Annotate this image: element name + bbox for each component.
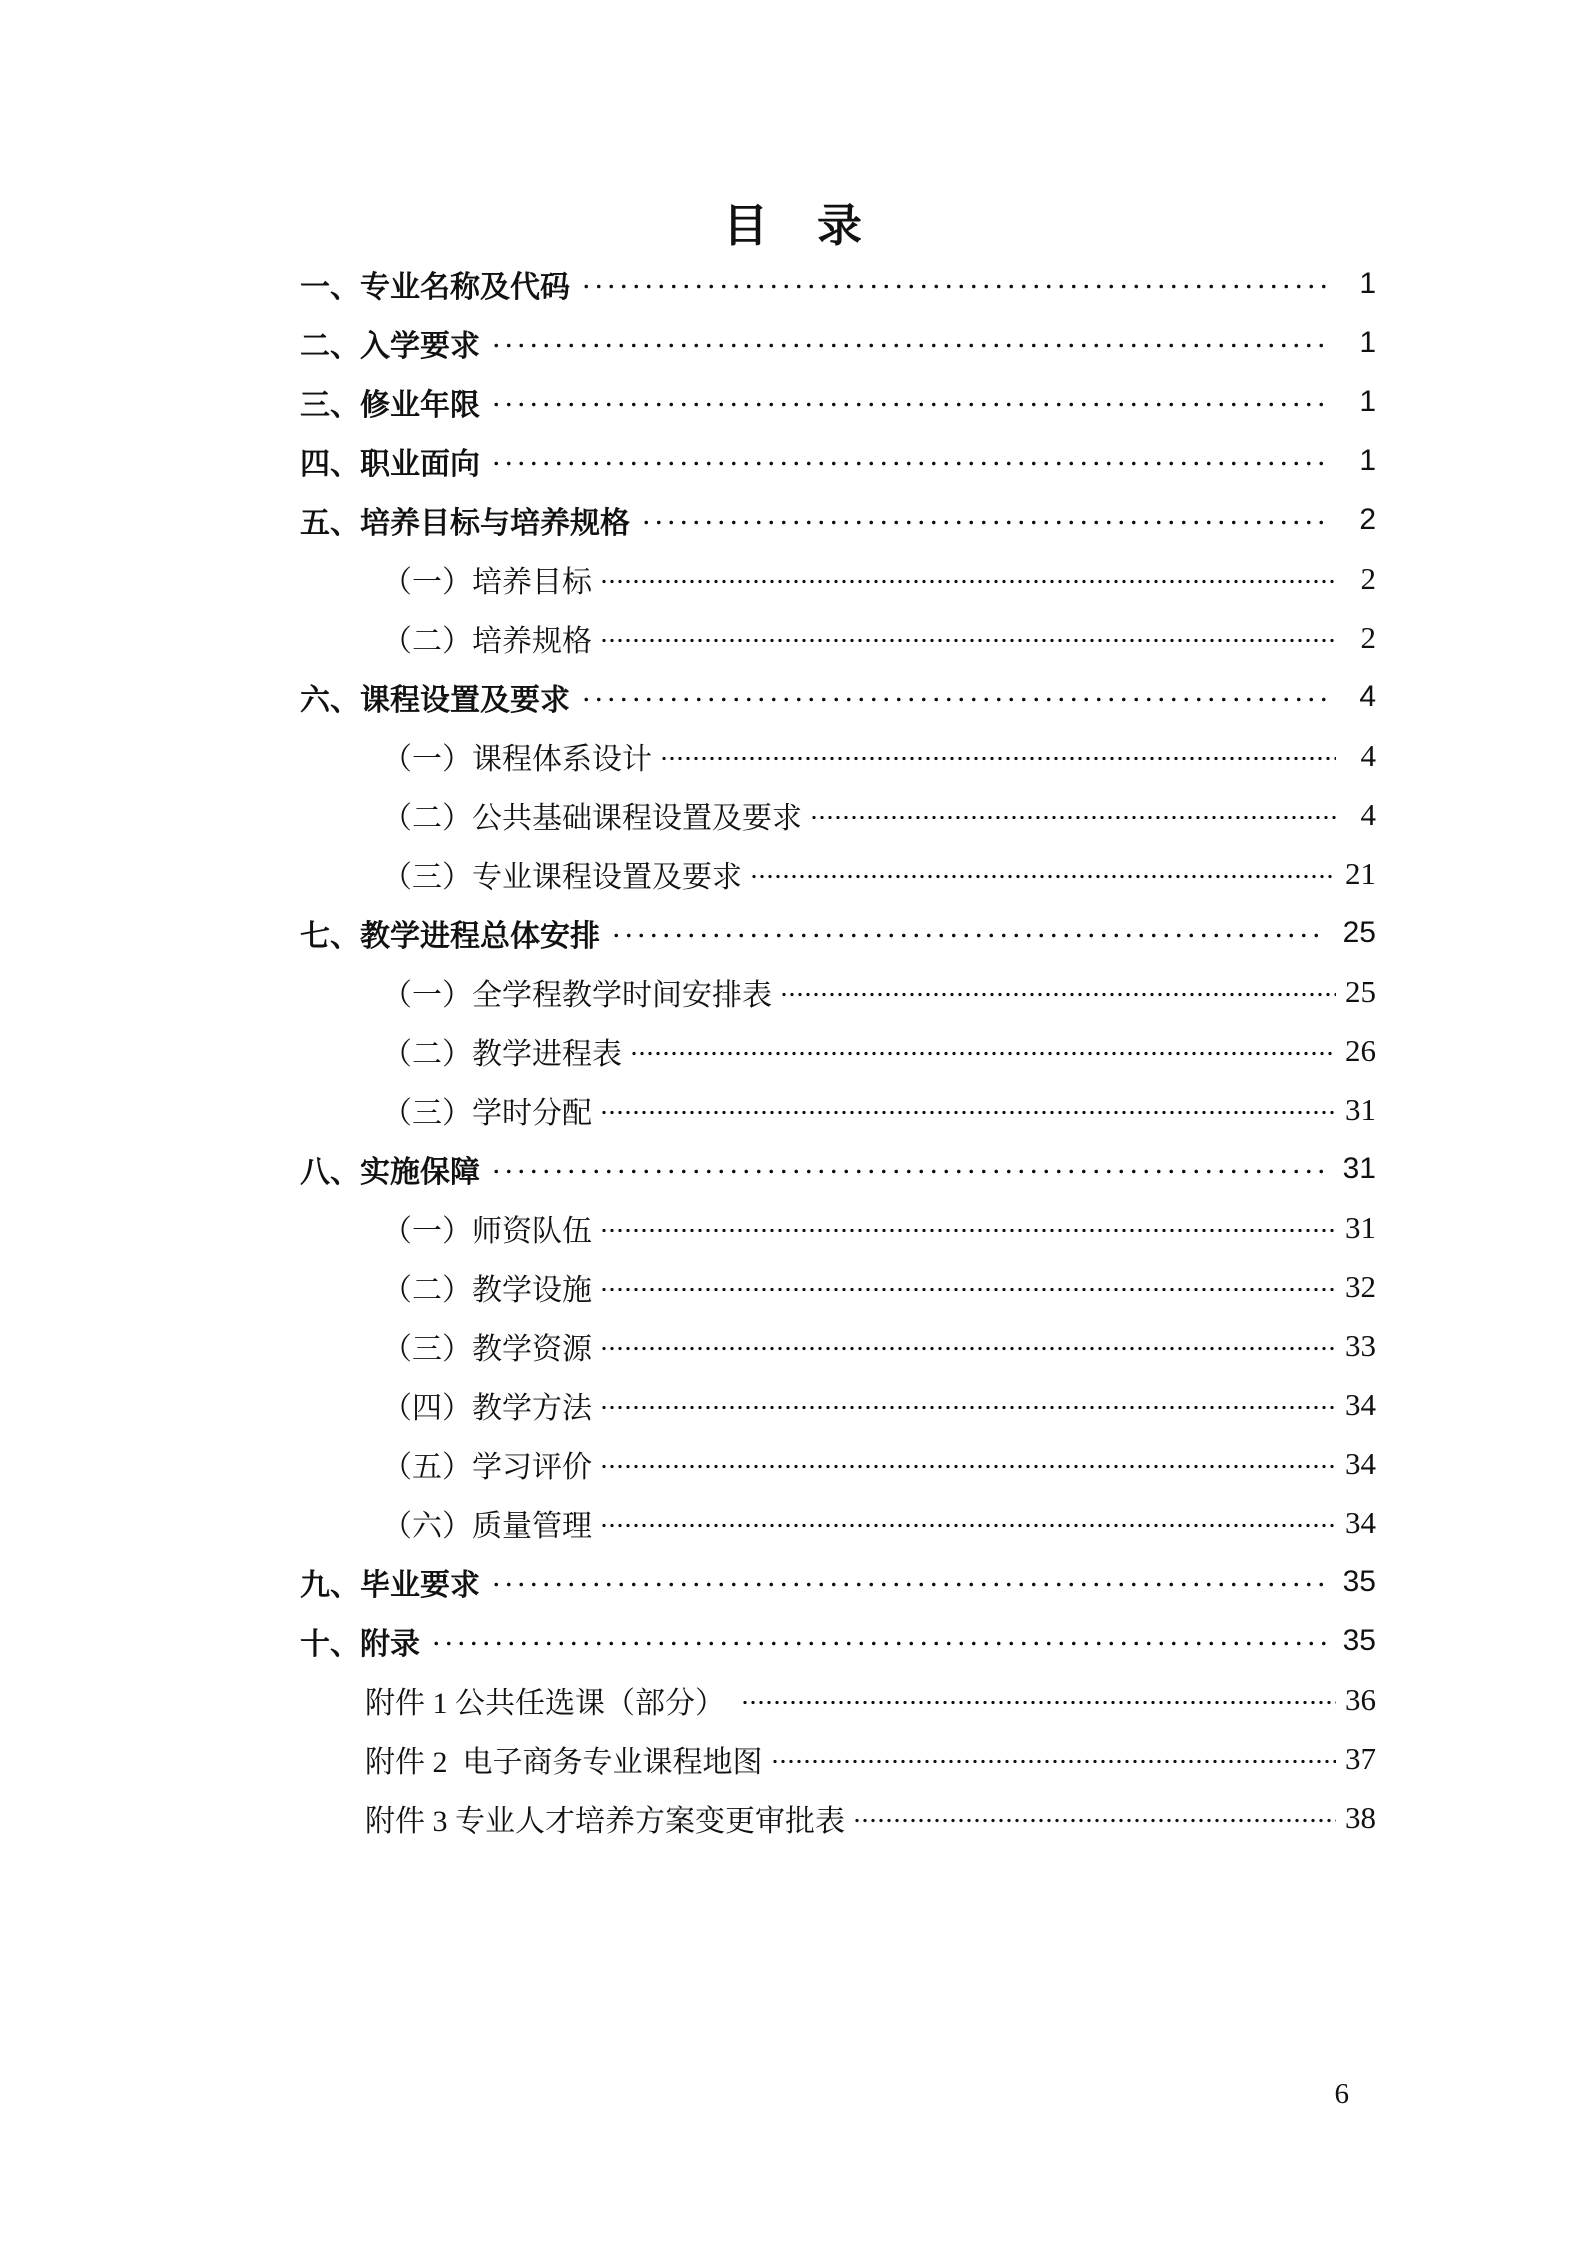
toc-entry-page: 26: [1345, 1032, 1376, 1068]
toc-entry[interactable]: [300, 962, 1376, 1021]
toc-entry[interactable]: [300, 431, 1376, 490]
toc-entry[interactable]: [300, 608, 1376, 667]
toc-entry-label: 附件 2 电子商务专业课程地图: [365, 1745, 763, 1779]
toc-entry[interactable]: [300, 785, 1376, 844]
toc-entry-label: （二）培养规格: [382, 624, 592, 658]
toc-entry-label: （三）专业课程设置及要求: [382, 860, 742, 894]
toc-leader-dots: [853, 1788, 1336, 1847]
toc-entry[interactable]: [300, 1788, 1376, 1847]
toc-entry[interactable]: [300, 844, 1376, 903]
toc-entry-page: 31: [1345, 1209, 1376, 1245]
toc-leader-dots: [580, 667, 1326, 726]
toc-entry-label: 四、职业面向: [300, 447, 480, 481]
toc-entry-label: 八、实施保障: [300, 1155, 480, 1189]
toc-entry-label: （一）全学程教学时间安排表: [382, 978, 772, 1012]
toc-entry-page: 38: [1345, 1799, 1376, 1835]
toc-entry-page: 1: [1359, 384, 1376, 418]
toc-entry[interactable]: [300, 372, 1376, 431]
toc-leader-dots: [600, 1198, 1336, 1257]
toc-entry-label: （三）教学资源: [382, 1332, 592, 1366]
toc-leader-dots: [580, 254, 1326, 313]
toc-leader-dots: [741, 1670, 1337, 1729]
toc-entry-label: 一、专业名称及代码: [300, 270, 570, 304]
toc-entry-page: 4: [1360, 796, 1376, 832]
toc-entry[interactable]: [300, 313, 1376, 372]
toc-entry[interactable]: [300, 1375, 1376, 1434]
toc-leader-dots: [600, 608, 1336, 667]
toc-entry[interactable]: [300, 726, 1376, 785]
toc-leader-dots: [490, 1139, 1326, 1198]
toc-leader-dots: [600, 1375, 1336, 1434]
toc-leader-dots: [490, 1552, 1326, 1611]
toc-entry[interactable]: [300, 1729, 1376, 1788]
toc-entry[interactable]: [300, 903, 1376, 962]
toc-entry-label: （一）师资队伍: [382, 1214, 592, 1248]
toc-entry[interactable]: [300, 1493, 1376, 1552]
toc-entry-label: 附件 3 专业人才培养方案变更审批表: [365, 1804, 845, 1838]
toc-entry[interactable]: [300, 1552, 1376, 1611]
toc-leader-dots: [490, 372, 1326, 431]
toc-leader-dots: [490, 313, 1326, 372]
toc-entry[interactable]: [300, 1257, 1376, 1316]
toc-entry-page: 25: [1345, 973, 1376, 1009]
toc-entry[interactable]: [300, 490, 1376, 549]
toc-leader-dots: [600, 1316, 1336, 1375]
toc-entry[interactable]: [300, 1670, 1376, 1729]
toc-entry-label: （二）教学进程表: [382, 1037, 622, 1071]
toc-leader-dots: [660, 726, 1336, 785]
toc-entry-label: 附件 1 公共任选课（部分）: [365, 1686, 733, 1720]
toc-leader-dots: [780, 962, 1336, 1021]
toc-entry-label: 六、课程设置及要求: [300, 683, 570, 717]
toc-entry-label: 二、入学要求: [300, 329, 480, 363]
toc-entry-label: 五、培养目标与培养规格: [300, 506, 630, 540]
toc-leader-dots: [640, 490, 1326, 549]
toc-entry-page: 34: [1345, 1386, 1376, 1422]
toc-leader-dots: [600, 1493, 1336, 1552]
toc-entry-page: 25: [1342, 915, 1376, 949]
toc-entry-label: （三）学时分配: [382, 1096, 592, 1130]
toc-entry-page: 4: [1359, 679, 1376, 713]
toc-entry-page: 2: [1360, 560, 1376, 596]
toc-entry-label: 七、教学进程总体安排: [300, 919, 600, 953]
toc-entry-label: （五）学习评价: [382, 1450, 592, 1484]
toc-entry-label: 九、毕业要求: [300, 1568, 480, 1602]
toc-entry-page: 1: [1359, 266, 1376, 300]
toc-entry-label: （二）公共基础课程设置及要求: [382, 801, 802, 835]
toc-entry-page: 21: [1345, 855, 1376, 891]
toc-entry-label: （六）质量管理: [382, 1509, 592, 1543]
toc-entry[interactable]: [300, 1139, 1376, 1198]
toc-entry-label: （四）教学方法: [382, 1391, 592, 1425]
toc-entry-page: 31: [1345, 1091, 1376, 1127]
toc-entry-page: 36: [1345, 1681, 1376, 1717]
toc-entry[interactable]: [300, 1434, 1376, 1493]
toc-entry-label: 三、修业年限: [300, 388, 480, 422]
toc-leader-dots: [600, 1434, 1336, 1493]
toc-entry-page: 1: [1359, 325, 1376, 359]
toc-entry-page: 31: [1342, 1151, 1376, 1185]
toc-leader-dots: [610, 903, 1326, 962]
toc-entry-page: 2: [1360, 619, 1376, 655]
toc-leader-dots: [771, 1729, 1337, 1788]
toc-leader-dots: [600, 1080, 1336, 1139]
toc-entry-label: （一）培养目标: [382, 565, 592, 599]
toc-entry[interactable]: [300, 1611, 1376, 1670]
toc-list: [300, 254, 1376, 1847]
toc-entry[interactable]: [300, 549, 1376, 608]
toc-leader-dots: [600, 1257, 1336, 1316]
toc-entry[interactable]: [300, 1316, 1376, 1375]
toc-entry[interactable]: [300, 254, 1376, 313]
toc-entry-page: 33: [1345, 1327, 1376, 1363]
toc-entry[interactable]: [300, 1198, 1376, 1257]
toc-entry-page: 32: [1345, 1268, 1376, 1304]
toc-entry[interactable]: [300, 1021, 1376, 1080]
toc-entry-page: 34: [1345, 1445, 1376, 1481]
toc-entry-label: （二）教学设施: [382, 1273, 592, 1307]
toc-leader-dots: [490, 431, 1326, 490]
toc-leader-dots: [430, 1611, 1326, 1670]
toc-entry-page: 35: [1342, 1564, 1376, 1598]
toc-entry[interactable]: [300, 667, 1376, 726]
toc-leader-dots: [810, 785, 1336, 844]
toc-leader-dots: [750, 844, 1336, 903]
toc-entry-page: 1: [1359, 443, 1376, 477]
toc-entry-page: 35: [1342, 1623, 1376, 1657]
toc-entry-page: 2: [1359, 502, 1376, 536]
toc-entry-page: 4: [1360, 737, 1376, 773]
toc-entry-page: 34: [1345, 1504, 1376, 1540]
toc-leader-dots: [630, 1021, 1336, 1080]
toc-entry-label: （一）课程体系设计: [382, 742, 652, 776]
toc-entry-page: 37: [1345, 1740, 1376, 1776]
toc-title: 目 录: [722, 200, 864, 251]
toc-entry[interactable]: [300, 1080, 1376, 1139]
page-footer-number: 6: [1334, 2078, 1349, 2110]
toc-entry-label: 十、附录: [300, 1627, 420, 1661]
toc-leader-dots: [600, 549, 1336, 608]
